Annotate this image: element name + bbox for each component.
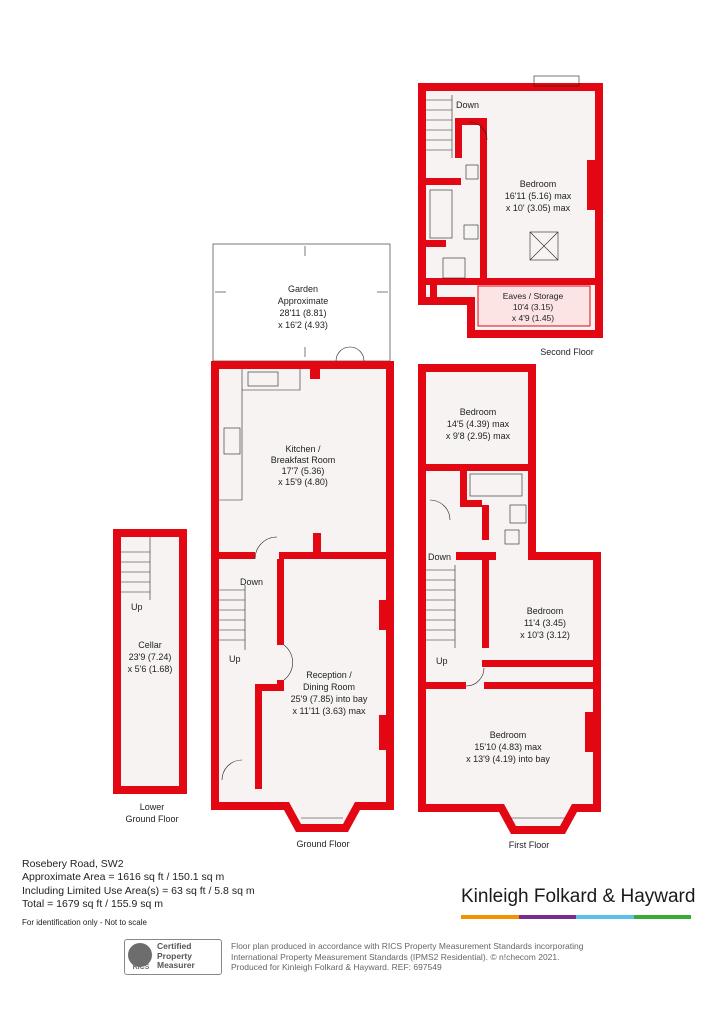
identification-note: For identification only - Not to scale (22, 917, 147, 927)
reception-dim1: 25'9 (7.85) into bay (290, 694, 368, 704)
cellar-name: Cellar (138, 640, 162, 650)
eaves-dim1: 10'4 (3.15) (512, 302, 554, 312)
eaves-name: Eaves / Storage (502, 291, 564, 301)
brand-bar-segment (634, 915, 692, 919)
brand-name: Kinleigh Folkard & Hayward (461, 886, 696, 907)
approximate-area: Approximate Area = 1616 sq ft / 150.1 sq m (22, 871, 225, 884)
brand-bar-segment (576, 915, 634, 919)
reception-dim2: x 11'11 (3.63) max (292, 706, 366, 716)
cellar-dim1: 23'9 (7.24) (128, 652, 172, 662)
brand-bar-segment (519, 915, 577, 919)
legal-notice (231, 941, 583, 973)
first-bedroom-mid-dim1: 11'4 (3.45) (523, 618, 567, 628)
rics-line-2: Property (157, 950, 192, 961)
cellar-dim2: x 5'6 (1.68) (127, 664, 173, 674)
legal-line-3: Produced for Kinleigh Folkard & Hayward. REF: 697549 (231, 962, 442, 972)
first-bedroom-rear-dim2: x 9'8 (2.95) max (445, 431, 511, 441)
rics-seal-label: RICS (132, 964, 150, 971)
garden-dim2: x 16'2 (4.93) (278, 320, 328, 330)
cellar-stair-up-label: Up (131, 602, 143, 612)
ground-floor-plan (211, 347, 394, 849)
brand-color-bar (461, 915, 691, 919)
second-stair-down-label: Down (456, 100, 480, 110)
garden-name: Garden (287, 284, 319, 294)
cellar-plan (113, 529, 187, 824)
kitchen-dim2: x 15'9 (4.80) (278, 477, 328, 487)
second-bedroom-name: Bedroom (519, 179, 557, 189)
rics-certified-badge (124, 939, 222, 975)
ground-stair-up-label: Up (229, 654, 241, 664)
rics-line-1: Certified (157, 941, 192, 951)
rics-badge-text (157, 942, 195, 971)
second-bedroom-dim2: x 10' (3.05) max (505, 203, 571, 213)
legal-line-1: Floor plan produced in accordance with RICS Property Measurement Standards incorporating (231, 941, 584, 951)
first-floor-plan (418, 364, 601, 850)
legal-line-2: International Property Measurement Standards (IPMS2 Residential). © n!checom 2021. (231, 951, 560, 962)
garden-name-2: Approximate (277, 296, 329, 306)
first-bedroom-front-dim2: x 13'9 (4.19) into bay (466, 754, 550, 764)
rics-line-3: Measurer (157, 960, 195, 970)
property-info (22, 858, 255, 929)
first-stair-down-label: Down (428, 552, 452, 562)
lower-ground-label-1: Lower (139, 802, 165, 812)
kitchen-name-2: Breakfast Room (270, 455, 336, 465)
first-stair-up-label: Up (436, 656, 448, 666)
address: Rosebery Road, SW2 (22, 858, 124, 870)
total-area: Total = 1679 sq ft / 155.9 sq m (22, 898, 163, 911)
second-bedroom-dim1: 16'11 (5.16) max (504, 191, 572, 201)
limited-use-area: Including Limited Use Area(s) = 63 sq ft / 5.8 sq m (22, 884, 255, 897)
brand-bar-segment (461, 915, 519, 919)
first-bedroom-rear-dim1: 14'5 (4.39) max (446, 419, 510, 429)
reception-name: Reception / (306, 670, 352, 680)
kitchen-name: Kitchen / (285, 444, 321, 454)
second-floor-label: Second Floor (540, 347, 594, 357)
eaves-dim2: x 4'9 (1.45) (511, 313, 555, 323)
ground-stair-down-label: Down (240, 577, 264, 587)
lower-ground-label-2: Ground Floor (125, 814, 179, 824)
first-bedroom-mid-dim2: x 10'3 (3.12) (520, 630, 570, 640)
garden-plan (213, 244, 390, 361)
second-floor-plan (418, 76, 603, 357)
ground-floor-label: Ground Floor (296, 839, 350, 849)
kitchen-dim1: 17'7 (5.36) (281, 466, 325, 476)
first-bedroom-front-dim1: 15'10 (4.83) max (474, 742, 542, 752)
first-bedroom-mid-name: Bedroom (526, 606, 564, 616)
first-bedroom-front-name: Bedroom (489, 730, 527, 740)
garden-dim1: 28'11 (8.81) (279, 308, 327, 318)
first-floor-label: First Floor (508, 840, 550, 850)
first-bedroom-rear-name: Bedroom (459, 407, 497, 417)
reception-name-2: Dining Room (302, 682, 356, 692)
